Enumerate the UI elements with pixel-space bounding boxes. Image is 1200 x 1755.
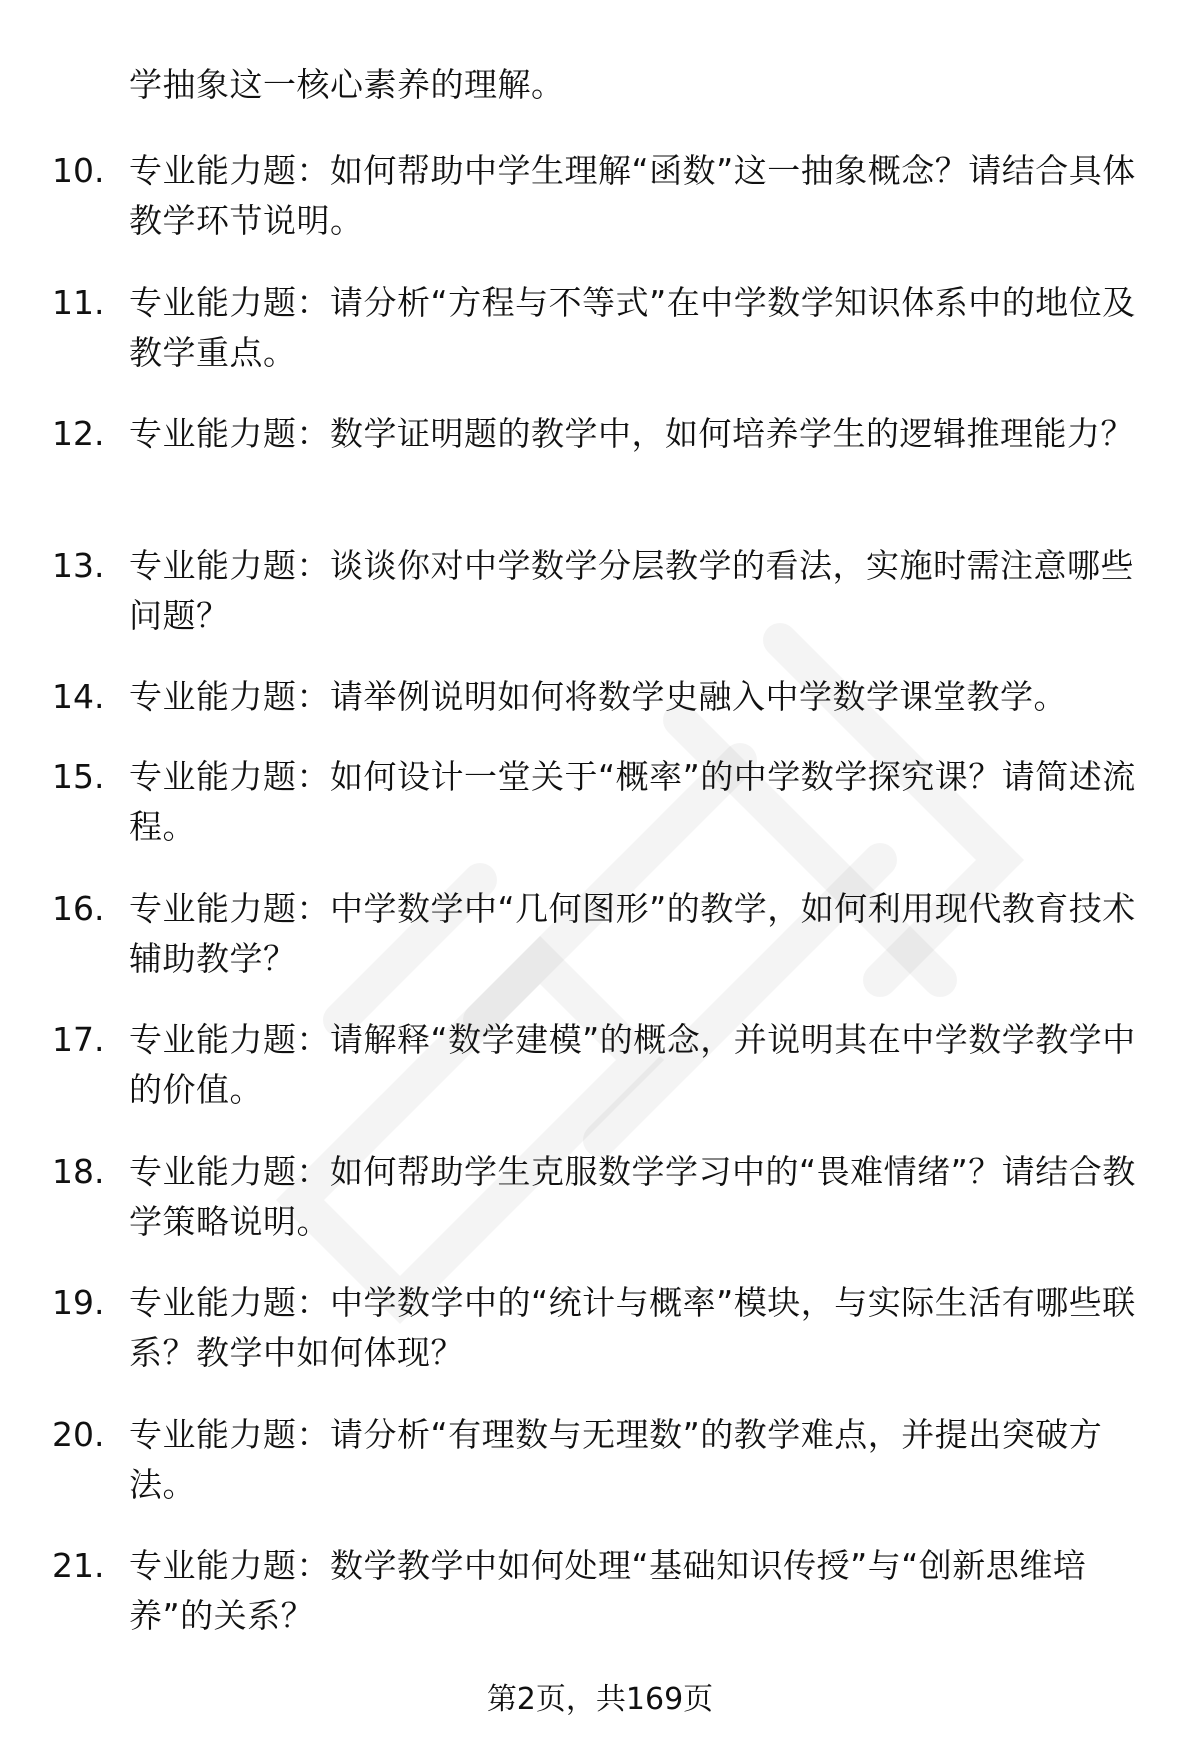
question-number: 10. bbox=[52, 151, 105, 190]
question-text: 专业能力题：数学教学中如何处理“基础知识传授”与“创新思维培养”的关系？ bbox=[129, 1546, 1087, 1635]
question-item-21 bbox=[0, 1535, 1200, 1667]
question-text: 专业能力题：请解释“数学建模”的概念，并说明其在中学数学教学中的价值。 bbox=[129, 1020, 1136, 1109]
continuation-text: 学抽象这一核心素养的理解。 bbox=[129, 65, 565, 104]
question-item-17 bbox=[0, 1009, 1200, 1141]
question-text: 专业能力题：数学证明题的教学中，如何培养学生的逻辑推理能力？ bbox=[129, 414, 1134, 453]
question-number: 21. bbox=[52, 1546, 105, 1585]
question-text: 专业能力题：请分析“有理数与无理数”的教学难点，并提出突破方法。 bbox=[129, 1414, 1103, 1504]
question-text: 专业能力题：中学数学中的“统计与概率”模块，与实际生活有哪些联系？教学中如何体现？ bbox=[129, 1283, 1136, 1372]
question-text: 专业能力题：请分析“方程与不等式”在中学数学知识体系中的地位及教学重点。 bbox=[129, 282, 1136, 372]
question-item-19 bbox=[0, 1272, 1200, 1404]
question-text: 专业能力题：谈谈你对中学数学分层教学的看法，实施时需注意哪些问题？ bbox=[129, 545, 1134, 635]
page-footer: 第2页，共169页 bbox=[486, 1682, 714, 1717]
question-item-16 bbox=[0, 878, 1200, 1010]
question-item-12 bbox=[0, 403, 1200, 535]
question-item-20 bbox=[0, 1404, 1200, 1536]
question-number: 20. bbox=[52, 1414, 105, 1454]
question-item-14 bbox=[0, 666, 1200, 746]
question-item-13 bbox=[0, 535, 1200, 667]
question-item-15 bbox=[0, 746, 1200, 878]
question-text: 专业能力题：如何帮助中学生理解“函数”这一抽象概念？请结合具体教学环节说明。 bbox=[129, 151, 1136, 240]
question-text: 专业能力题：如何帮助学生克服数学学习中的“畏难情绪”？请结合教学策略说明。 bbox=[129, 1151, 1136, 1241]
question-item-11 bbox=[0, 272, 1200, 404]
question-number: 14. bbox=[52, 677, 105, 716]
question-number: 11. bbox=[52, 282, 105, 322]
question-number: 18. bbox=[52, 1151, 105, 1191]
question-item-18 bbox=[0, 1141, 1200, 1273]
question-number: 15. bbox=[52, 757, 105, 796]
question-number: 17. bbox=[52, 1020, 105, 1059]
question-number: 13. bbox=[52, 545, 105, 585]
question-number: 12. bbox=[52, 414, 105, 453]
question-number: 16. bbox=[52, 888, 105, 928]
question-text: 专业能力题：中学数学中“几何图形”的教学，如何利用现代教育技术辅助教学？ bbox=[129, 888, 1136, 978]
question-number: 19. bbox=[52, 1283, 105, 1322]
question-item-10 bbox=[0, 140, 1200, 272]
question-text: 专业能力题：请举例说明如何将数学史融入中学数学课堂教学。 bbox=[129, 677, 1067, 716]
question-list bbox=[0, 140, 1200, 1667]
question-text: 专业能力题：如何设计一堂关于“概率”的中学数学探究课？请简述流程。 bbox=[129, 757, 1136, 846]
